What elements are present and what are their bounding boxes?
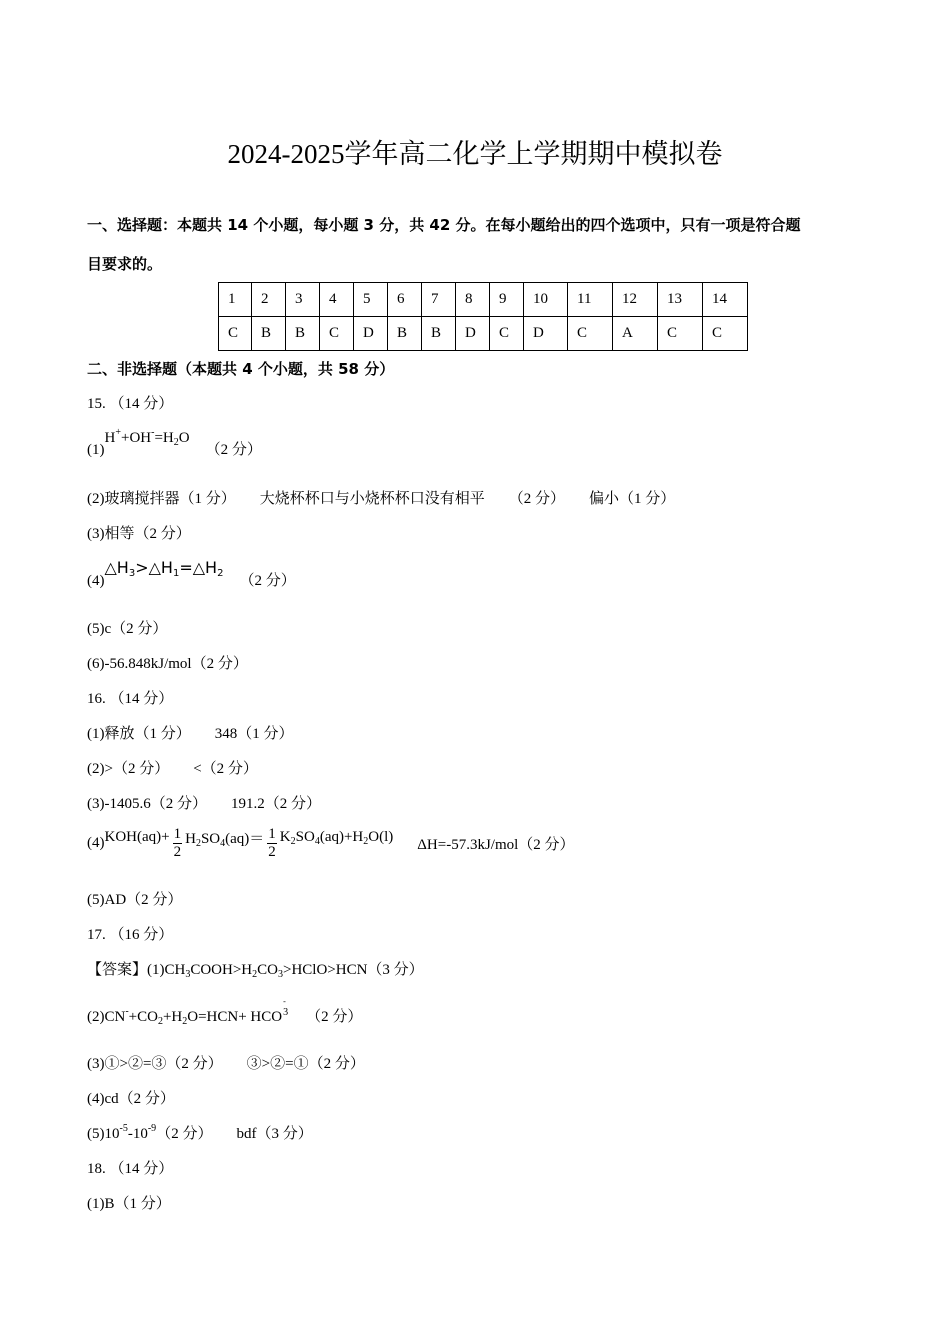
answer-table-number-cell: 10: [524, 283, 568, 317]
q16-answer-5: (5)AD（2 分）: [87, 892, 183, 908]
answer-table-number-cell: 3: [286, 283, 320, 317]
answer-table-number-cell: 2: [252, 283, 286, 317]
answer-table-number-cell: 13: [658, 283, 703, 317]
q17-header: 17. （16 分）: [87, 927, 174, 943]
q15-answer-2: (2)玻璃搅拌器（1 分） 大烧杯杯口与小烧杯杯口没有相平 （2 分） 偏小（1 分）: [87, 491, 676, 507]
answer-table-answer-cell: B: [252, 317, 286, 351]
answer-table-number-row: [219, 283, 748, 317]
answer-table-answer-cell: B: [286, 317, 320, 351]
answer-table-answer-cell: B: [388, 317, 422, 351]
answer-table-answer-cell: C: [568, 317, 613, 351]
answer-table-answer-cell: C: [703, 317, 748, 351]
answer-table-answer-cell: D: [524, 317, 568, 351]
q17-answer-1: 【答案】$(1)CH_3COOH>H_2CO_3>HClO>HCN(3$ 分）: [87, 960, 424, 980]
answer-table-answer-cell: A: [613, 317, 658, 351]
section2-heading: 二、非选择题（本题共 4 个小题，共 58 分）: [87, 360, 395, 378]
q15-a1-score: （2 分）: [205, 442, 262, 458]
q17-answer-5: $(5)10^{-5}-10^{-9}(2$ 分） bdf（3 分）: [87, 1123, 313, 1142]
q15-answer-3: (3)相等（2 分）: [87, 526, 191, 542]
q16-answer-4: (4)KOH(aq)+ $\frac{1}{2}$ $H_2SO_4(aq)=$ $\frac{1}{2}$ $K_2SO_4(aq)+H_2O(l)\Delta H=-57.3kJ/mol(2$ 分）: [87, 826, 575, 860]
answer-table-answer-cell: D: [456, 317, 490, 351]
q15-answer-5: (5)c（2 分）: [87, 621, 168, 637]
answer-table-number-cell: 1: [219, 283, 252, 317]
q18-header: 18. （14 分）: [87, 1161, 174, 1177]
q15-answer-4: $(4)\triangle H_3>\triangle H_1=\triangle H_2$ （2 分）: [87, 558, 296, 589]
q15-a1-label: (1): [87, 442, 105, 458]
q15-a4-equation: $\triangle H_3>\triangle H_1=\triangle H_2$: [104, 558, 224, 579]
q16-answer-1: (1)释放（1 分） 348（1 分）: [87, 726, 294, 742]
q17-answer-4: (4)cd（2 分）: [87, 1091, 175, 1107]
answer-table-number-cell: 7: [422, 283, 456, 317]
answer-table-number-cell: 14: [703, 283, 748, 317]
answer-table-number-cell: 5: [354, 283, 388, 317]
answer-table-answer-cell: C: [658, 317, 703, 351]
answer-table-answer-cell: C: [490, 317, 524, 351]
q16-answer-2: (2)>（2 分） <（2 分）: [87, 761, 258, 777]
q17-answer-3: (3)①>②=③（2 分） ③>②=①（2 分）: [87, 1056, 365, 1072]
answer-table-answer-cell: D: [354, 317, 388, 351]
q16-header: 16. （14 分）: [87, 691, 174, 707]
answer-table-number-cell: 8: [456, 283, 490, 317]
answer-table-number-cell: 11: [568, 283, 613, 317]
answer-table-answer-cell: B: [422, 317, 456, 351]
q15-header: 15. （14 分）: [87, 396, 174, 412]
answer-table-answer-cell: C: [219, 317, 252, 351]
q16-answer-3: (3)-1405.6（2 分） 191.2（2 分）: [87, 796, 322, 812]
answer-table: [218, 282, 748, 351]
q15-answer-6: (6)-56.848kJ/mol（2 分）: [87, 656, 248, 672]
answer-table-answer-cell: C: [320, 317, 354, 351]
q17-answer-2: $(2)CN^-+CO_2+H_2O=HCN+$ HCO - 3 （2 分）: [87, 997, 363, 1027]
q15-answer-1: [87, 427, 262, 460]
answer-table-number-cell: 9: [490, 283, 524, 317]
answer-table-number-cell: 12: [613, 283, 658, 317]
section1-text-line1: 一、选择题：本题共 14 个小题，每小题 3 分，共 42 分。在每小题给出的四个选项中，只有一项是符合题: [87, 216, 801, 234]
section1-text-line2: 目要求的。: [87, 255, 163, 273]
answer-table-answer-row: [219, 317, 748, 351]
answer-table-number-cell: 4: [320, 283, 354, 317]
page-title: 2024-2025学年高二化学上学期期中模拟卷: [227, 139, 723, 169]
answer-table-number-cell: 6: [388, 283, 422, 317]
q18-answer-1: (1)B（1 分）: [87, 1196, 171, 1212]
q15-a1-equation: $H^++OH^-=H_2O$: [104, 427, 190, 448]
